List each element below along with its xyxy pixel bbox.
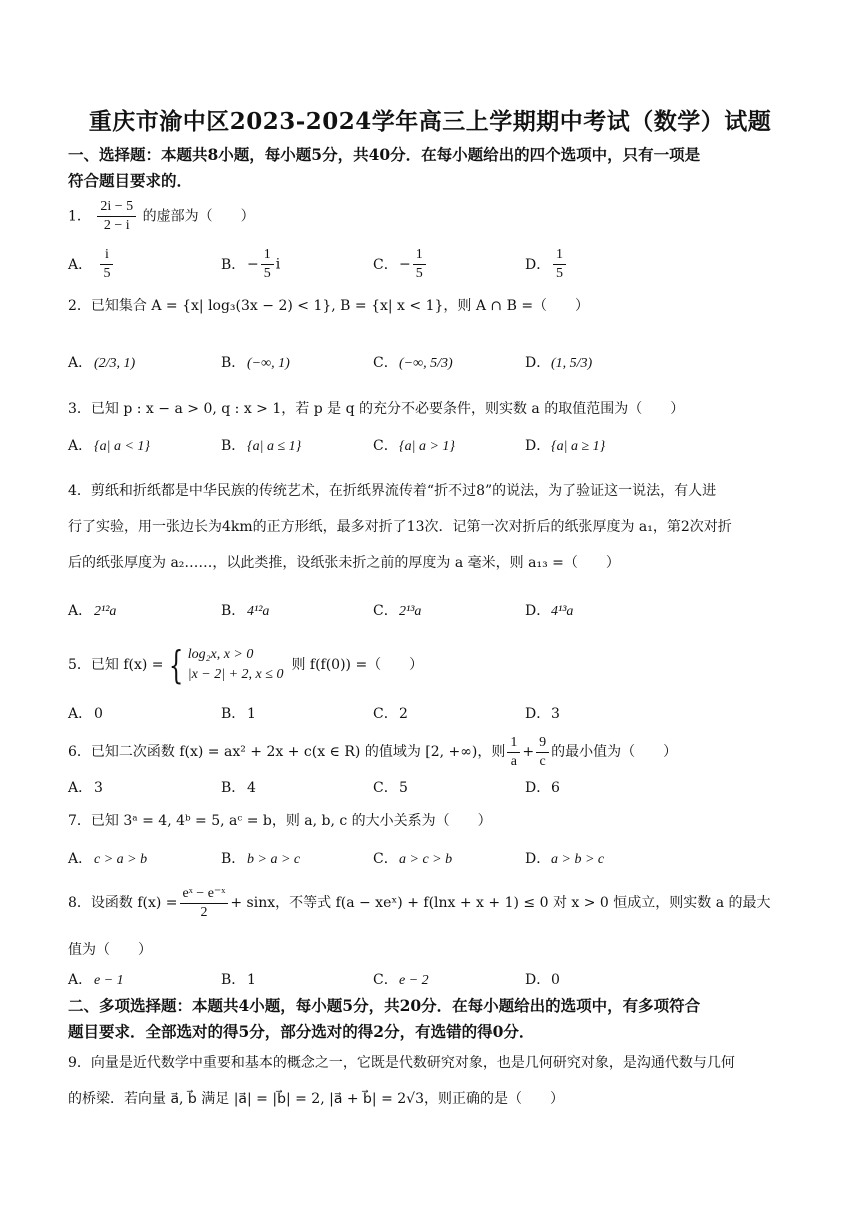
- q5-option-a[interactable]: A． 0: [68, 706, 103, 722]
- q8-option-d[interactable]: D．0: [525, 972, 560, 988]
- q5-piece-1: log₂x, x > 0: [187, 647, 254, 662]
- q3-options: [68, 435, 803, 465]
- q1-option-b[interactable]: B． − $\frac{1}{5}$ i: [221, 247, 281, 281]
- q3-option-a[interactable]: A． {a| a < 1}: [68, 438, 150, 454]
- question-1: [68, 198, 803, 235]
- q1-option-d[interactable]: D． $\frac{1}{5}$: [525, 246, 568, 283]
- q5-option-d[interactable]: D．3: [525, 706, 560, 722]
- q1-option-c[interactable]: C．− $\frac{1}{5}$: [373, 246, 428, 283]
- section-1-line2: 符合题目要求的．: [68, 171, 193, 190]
- page-title: 重庆市渝中区2023-2024学年高三上学期期中考试（数学）试题: [88, 108, 772, 135]
- q8-option-b[interactable]: B． 1: [221, 972, 256, 988]
- q2-option-a[interactable]: A． (2/3, 1): [68, 355, 136, 371]
- q6-option-d[interactable]: D．6: [525, 780, 560, 796]
- q8-fraction: $\frac{\text{eˣ − e⁻ˣ}}{2}$: [180, 885, 229, 922]
- question-4: [68, 473, 803, 581]
- left-brace-icon: {: [168, 643, 183, 687]
- q4-option-c[interactable]: C．2¹³a: [373, 603, 422, 619]
- q1-options: [68, 246, 803, 286]
- q1-number: 1．: [68, 208, 91, 225]
- q4-line2: 行了实验，用一张边长为4km的正方形纸，最多对折了13次．记第一次对折后的纸张厚度为 a₁，第2次对折: [68, 519, 732, 535]
- q8-tail: + sinx，不等式 f(a − xeˣ) + f(lnx + x + 1) ≤ 0 对 x > 0 恒成立，则实数 a 的最大: [230, 895, 771, 911]
- q6-frac-1: $\frac{1}{a}$: [507, 734, 520, 771]
- q9-line1: 9．向量是近代数学中重要和基本的概念之一，它既是代数研究对象，也是几何研究对象，是沟通代数与几何: [68, 1055, 735, 1071]
- section-2-heading: [68, 993, 798, 1045]
- q4-option-a[interactable]: A． 2¹²a: [68, 603, 117, 619]
- q8-line2: 值为（ ）: [68, 942, 152, 958]
- q5-tail: 则 f(f(0)) =（ ）: [291, 657, 424, 673]
- q4-options: [68, 600, 803, 630]
- question-7: 7．已知 3ᵃ = 4, 4ᵇ = 5, aᶜ = b，则 a, b, c 的大小关系为（ ）: [68, 813, 492, 829]
- q2-option-b[interactable]: B． (−∞, 1): [221, 355, 290, 371]
- question-6: 6．已知二次函数 f(x) = ax² + 2x + c(x ∈ R) 的值域为 [2, +∞)，则 $\frac{1}{a}$ + $\frac{9}{c}$ 的最小值为（ ）: [68, 734, 678, 769]
- q7-option-b[interactable]: B． b > a > c: [221, 851, 301, 867]
- q1-option-a[interactable]: A． $\frac{i}{5}$: [68, 246, 115, 283]
- question-8: [68, 880, 803, 926]
- q6-head: 6．已知二次函数 f(x) = ax² + 2x + c(x ∈ R) 的值域为 [2, +∞)，则: [68, 744, 506, 760]
- q8-option-c[interactable]: C．e − 2: [373, 972, 429, 988]
- q5-piecewise: [188, 645, 284, 685]
- question-3: 3．已知 p : x − a > 0, q : x > 1，若 p 是 q 的充分不必要条件，则实数 a 的取值范围为（ ）: [68, 401, 685, 417]
- q3-option-c[interactable]: C．{a| a > 1}: [373, 438, 455, 454]
- q5-head: 5．已知 f(x) =: [68, 657, 164, 673]
- q1-frac-den: 2 − i: [103, 218, 130, 233]
- q1-tail: 的虚部为（ ）: [142, 208, 255, 225]
- section-2-line1: 二、多项选择题：本题共4小题，每小题5分，共20分．在每小题给出的选项中，有多项符合: [68, 996, 701, 1015]
- q5-option-b[interactable]: B． 1: [221, 706, 256, 722]
- question-5: [68, 640, 803, 690]
- q6-option-c[interactable]: C．5: [373, 780, 408, 796]
- q6-options: [68, 777, 803, 807]
- q5-options: [68, 703, 803, 733]
- q2-option-c[interactable]: C．(−∞, 5/3): [373, 355, 453, 371]
- q7-option-d[interactable]: D．a > b > c: [525, 851, 605, 867]
- q7-option-a[interactable]: A． c > a > b: [68, 851, 148, 867]
- q9-line2: 的桥梁．若向量 a⃗, b⃗ 满足 |a⃗| = |b⃗| = 2, |a⃗ + b⃗| = 2√3，则正确的是（ ）: [68, 1091, 565, 1107]
- q4-option-d[interactable]: D．4¹³a: [525, 603, 574, 619]
- q7-option-c[interactable]: C．a > c > b: [373, 851, 453, 867]
- section-2-line2: 题目要求．全部选对的得5分，部分选对的得2分，有选错的得0分．: [68, 1022, 535, 1041]
- q3-option-b[interactable]: B． {a| a ≤ 1}: [221, 438, 302, 454]
- q5-option-c[interactable]: C．2: [373, 706, 408, 722]
- q8-option-a[interactable]: A． e − 1: [68, 972, 124, 988]
- question-9: [68, 1045, 803, 1117]
- q6-option-a[interactable]: A． 3: [68, 780, 103, 796]
- q6-tail: 的最小值为（ ）: [551, 744, 678, 760]
- q5-piece-2: |x − 2| + 2, x ≤ 0: [187, 667, 284, 682]
- q2-options: [68, 352, 803, 382]
- section-1-line1: 一、选择题：本题共8小题，每小题5分，共40分．在每小题给出的四个选项中，只有一项是: [68, 145, 701, 164]
- section-1-heading: [68, 142, 798, 194]
- question-2: 2．已知集合 A = {x| log₃(3x − 2) < 1}, B = {x| x < 1}，则 A ∩ B =（ ）: [68, 298, 590, 314]
- q4-line3: 后的纸张厚度为 a₂……，以此类推，设纸张未折之前的厚度为 a 毫米，则 a₁₃ =（ ）: [68, 555, 620, 571]
- q6-frac-2: $\frac{9}{c}$: [536, 734, 549, 771]
- q2-option-d[interactable]: D．(1, 5/3): [525, 355, 593, 371]
- q3-option-d[interactable]: D．{a| a ≥ 1}: [525, 438, 606, 454]
- q7-options: [68, 848, 803, 878]
- q4-option-b[interactable]: B． 4¹²a: [221, 603, 270, 619]
- q6-option-b[interactable]: B． 4: [221, 780, 256, 796]
- q1-fraction: [97, 198, 136, 235]
- q1-frac-num: 2i − 5: [97, 198, 136, 217]
- q4-line1: 4．剪纸和折纸都是中华民族的传统艺术，在折纸界流传着“折不过8”的说法，为了验证这一说法，有人进: [68, 483, 717, 499]
- q8-head: 8．设函数 f(x) =: [68, 895, 178, 911]
